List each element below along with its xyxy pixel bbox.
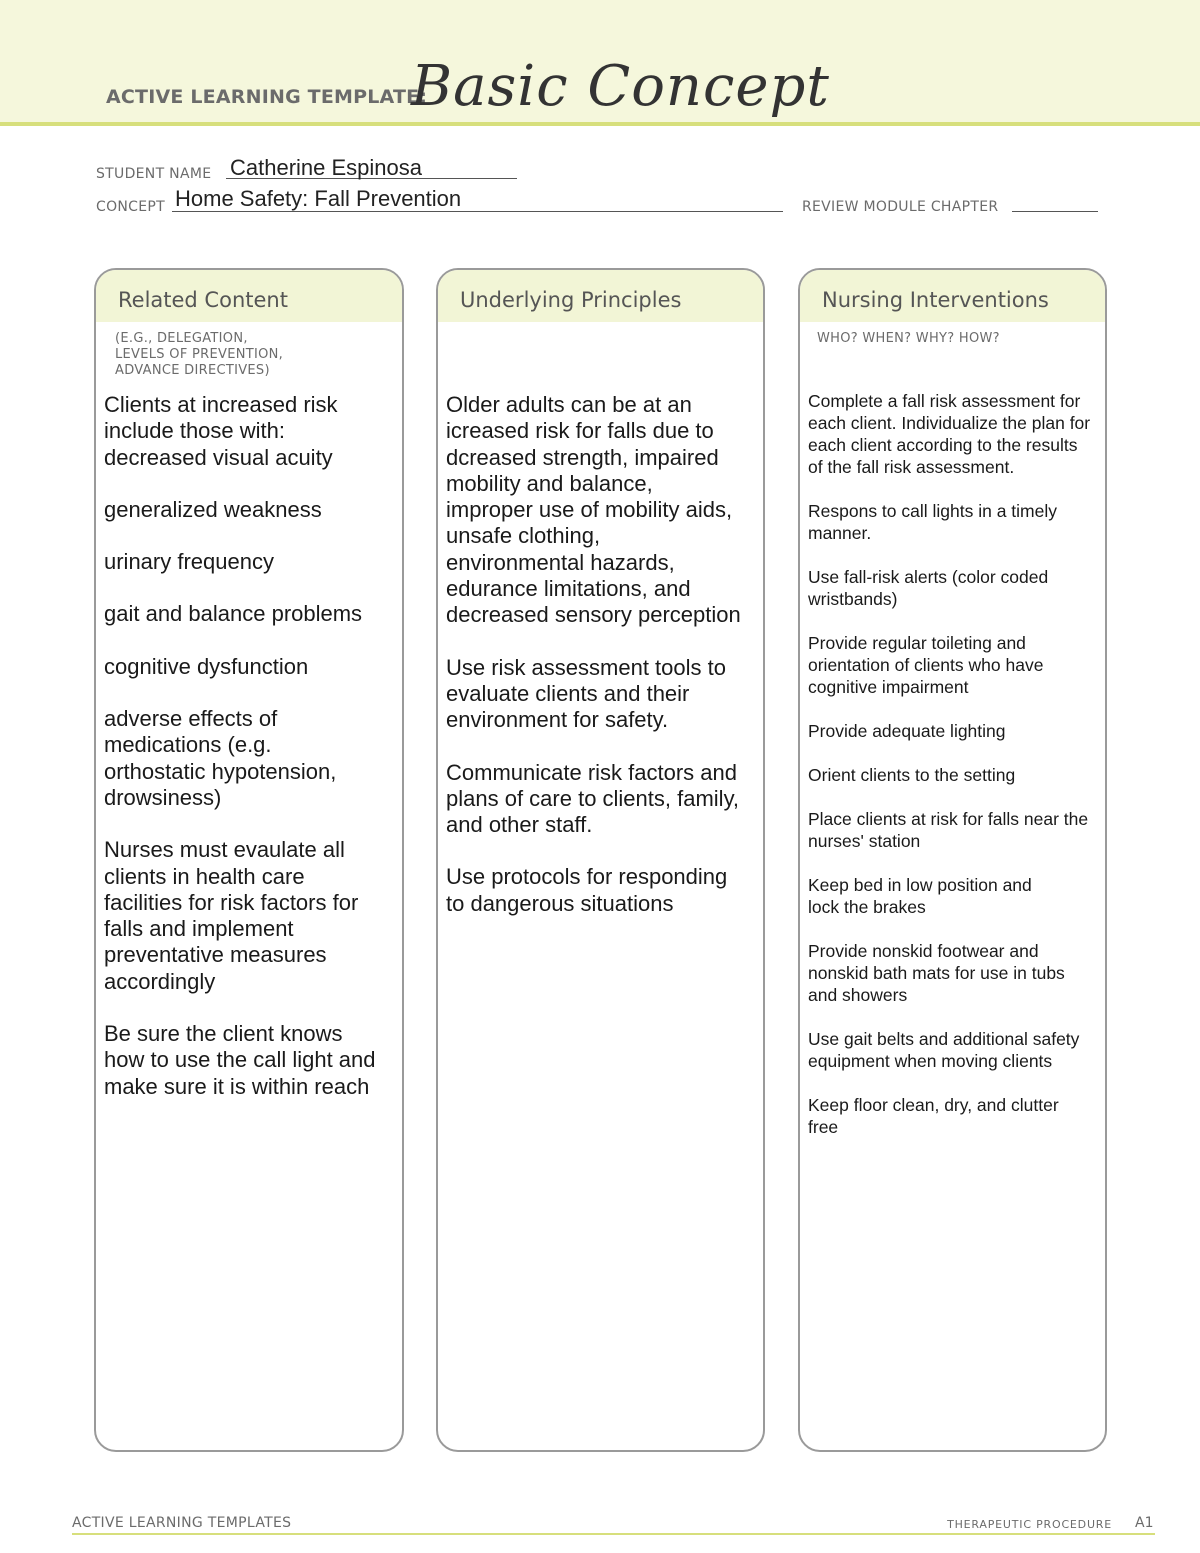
body-text: Keep bed in low position and lock the brakes bbox=[808, 875, 1032, 917]
concept-field[interactable]: Home Safety: Fall Prevention bbox=[175, 186, 462, 211]
page-title: Basic Concept bbox=[411, 54, 830, 119]
related-content-panel bbox=[94, 268, 404, 1452]
underlying-principles-title: Underlying Principles bbox=[460, 288, 682, 312]
body-text: Be sure the client knows how to use the call light and make sure it is within reach bbox=[104, 1021, 376, 1099]
body-text: urinary frequency bbox=[104, 549, 274, 575]
subtitle-line: LEVELS OF PREVENTION, bbox=[115, 347, 284, 362]
body-text: Orient clients to the setting bbox=[808, 765, 1016, 785]
body-text: adverse effects of medications (e.g. orthostatic hypotension, drowsiness) bbox=[104, 706, 337, 810]
page-number: A1 bbox=[1135, 1515, 1154, 1531]
body-text: Use risk assessment tools to evaluate clients and their environment for safety. bbox=[446, 654, 726, 733]
footer-right: THERAPEUTIC PROCEDURE bbox=[947, 1518, 1112, 1531]
body-text: Provide regular toileting and orientation of clients who have cognitive impairment bbox=[808, 633, 1044, 697]
nursing-interventions-header bbox=[800, 270, 1105, 322]
header-rule bbox=[0, 122, 1200, 126]
nursing-interventions-body[interactable] bbox=[808, 390, 1100, 1160]
template-label: ACTIVE LEARNING TEMPLATE: bbox=[106, 86, 428, 108]
footer-rule bbox=[72, 1533, 1155, 1535]
underlying-principles-body[interactable] bbox=[446, 392, 751, 943]
body-text: Keep floor clean, dry, and clutter free bbox=[808, 1095, 1059, 1137]
footer-left: ACTIVE LEARNING TEMPLATES bbox=[72, 1515, 292, 1531]
body-text: Use protocols for responding to dangerous situations bbox=[446, 864, 728, 916]
review-module-line bbox=[1012, 211, 1098, 212]
body-text: Older adults can be at an icreased risk for falls due to dcreased strength, impaired mobility and balance, improper use of mobility aids, unsafe clothing, environmental hazards, edurance limitations, and decreased sensory perception bbox=[446, 392, 741, 628]
body-text: Use gait belts and additional safety equipment when moving clients bbox=[808, 1029, 1080, 1071]
related-content-body[interactable] bbox=[104, 392, 394, 1126]
subtitle-line: ADVANCE DIRECTIVES) bbox=[115, 363, 270, 378]
body-text: Clients at increased risk include those with: bbox=[104, 392, 338, 444]
nursing-interventions-panel bbox=[798, 268, 1107, 1452]
body-text: Place clients at risk for falls near the nurses' station bbox=[808, 809, 1089, 851]
student-name-field[interactable]: Catherine Espinosa bbox=[230, 155, 423, 180]
underlying-principles-panel bbox=[436, 268, 765, 1452]
body-text: gait and balance problems bbox=[104, 601, 363, 627]
body-text: Nurses must evaulate all clients in health care facilities for risk factors for falls and implement preventative measures accordingly bbox=[104, 837, 359, 994]
body-text: Respons to call lights in a timely manner. bbox=[808, 501, 1057, 543]
body-text: Complete a fall risk assessment for each client. Individualize the plan for each client according to the results of the fall risk assessment. bbox=[808, 391, 1091, 477]
body-text: Use fall-risk alerts (color coded wristbands) bbox=[808, 567, 1049, 609]
body-text: decreased visual acuity bbox=[104, 444, 333, 470]
student-name-label: STUDENT NAME bbox=[96, 166, 212, 182]
nursing-interventions-title: Nursing Interventions bbox=[822, 288, 1049, 312]
related-content-header bbox=[96, 270, 402, 322]
body-text: Communicate risk factors and plans of care to clients, family, and other staff. bbox=[446, 759, 740, 838]
underlying-principles-header bbox=[438, 270, 763, 322]
related-content-title: Related Content bbox=[118, 288, 288, 312]
body-text: Provide adequate lighting bbox=[808, 721, 1006, 741]
subtitle-line: (E.G., DELEGATION, bbox=[115, 331, 248, 346]
concept-label: CONCEPT bbox=[96, 199, 165, 215]
review-module-label: REVIEW MODULE CHAPTER bbox=[802, 199, 999, 215]
body-text: generalized weakness bbox=[104, 496, 322, 522]
related-content-subtitle bbox=[115, 331, 283, 379]
nursing-interventions-subtitle: WHO? WHEN? WHY? HOW? bbox=[817, 331, 1000, 346]
body-text: Provide nonskid footwear and nonskid bath mats for use in tubs and showers bbox=[808, 941, 1065, 1005]
body-text: cognitive dysfunction bbox=[104, 653, 309, 679]
